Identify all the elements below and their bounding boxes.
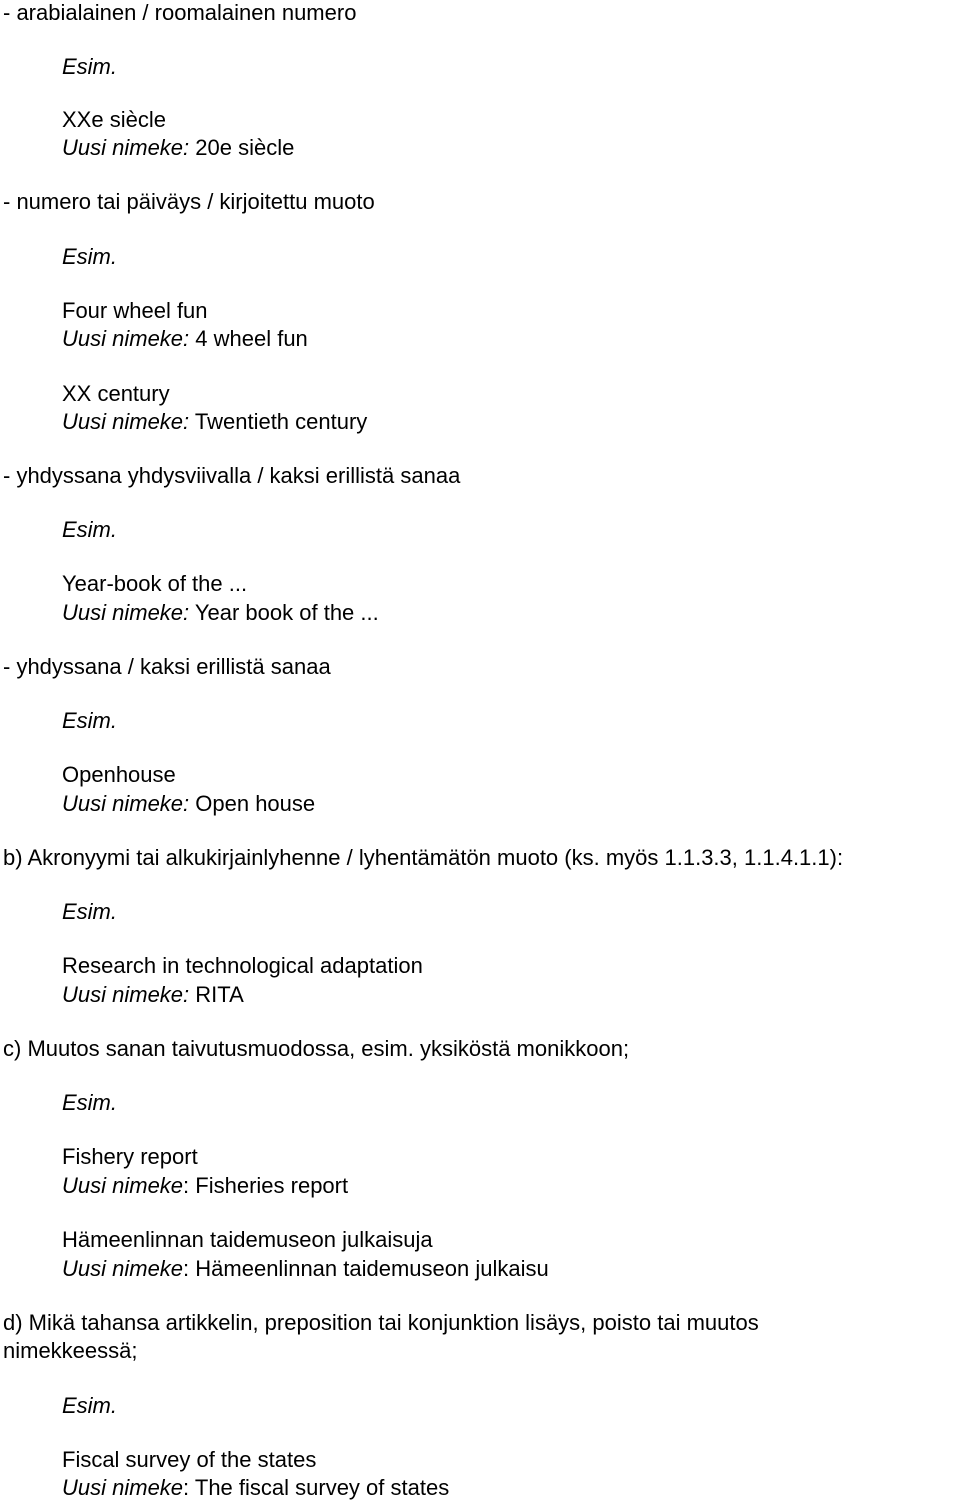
example-new-title [62, 981, 244, 1009]
section-heading-article-change-cont: nimekkeessä; [3, 1338, 138, 1363]
new-title-label: Uusi nimeke: [62, 135, 190, 160]
section-heading-acronym: b) Akronyymi tai alkukirjainlyhenne / lyhentämätön muoto (ks. myös 1.1.3.3, 1.1.4.1.1): [3, 845, 844, 870]
section-heading-compound: - yhdyssana / kaksi erillistä sanaa [3, 654, 331, 679]
new-title-value: Year book of the ... [189, 600, 379, 625]
new-title-label: Uusi nimeke: [62, 326, 190, 351]
esim-label: Esim. [62, 1090, 117, 1115]
esim-label: Esim. [62, 244, 117, 269]
section-heading-inflection: c) Muutos sanan taivutusmuodossa, esim. yksiköstä monikkoon; [3, 1036, 630, 1061]
new-title-value: : Hämeenlinnan taidemuseon julkaisu [183, 1256, 549, 1281]
new-title-label: Uusi nimeke [62, 1173, 184, 1198]
example-original-title: Hämeenlinnan taidemuseon julkaisuja [62, 1227, 433, 1252]
example-original-title: Fishery report [62, 1144, 198, 1169]
section-heading-number-written: - numero tai päiväys / kirjoitettu muoto [3, 189, 375, 214]
section-heading-hyphenated-compound: - yhdyssana yhdysviivalla / kaksi erillistä sanaa [3, 463, 461, 488]
new-title-value: 20e siècle [189, 135, 295, 160]
example-original-title: Openhouse [62, 762, 176, 787]
new-title-value: 4 wheel fun [189, 326, 308, 351]
esim-label: Esim. [62, 54, 117, 79]
new-title-label: Uusi nimeke [62, 1475, 184, 1500]
section-heading-article-change: d) Mikä tahansa artikkelin, preposition tai konjunktion lisäys, poisto tai muutos [3, 1310, 759, 1335]
example-original-title: Research in technological adaptation [62, 953, 423, 978]
new-title-label: Uusi nimeke: [62, 409, 190, 434]
new-title-label: Uusi nimeke: [62, 600, 190, 625]
example-new-title [62, 1172, 348, 1200]
example-new-title [62, 408, 367, 436]
new-title-value: Twentieth century [189, 409, 368, 434]
section-heading-arabic-roman: - arabialainen / roomalainen numero [3, 0, 357, 25]
new-title-value: : Fisheries report [183, 1173, 349, 1198]
example-new-title [62, 1474, 449, 1502]
esim-label: Esim. [62, 899, 117, 924]
new-title-label: Uusi nimeke: [62, 982, 190, 1007]
new-title-label: Uusi nimeke [62, 1256, 184, 1281]
new-title-value: : The fiscal survey of states [183, 1475, 450, 1500]
esim-label: Esim. [62, 708, 117, 733]
example-new-title [62, 599, 379, 627]
esim-label: Esim. [62, 517, 117, 542]
new-title-value: Open house [189, 791, 316, 816]
example-new-title [62, 1255, 549, 1283]
example-new-title [62, 325, 308, 353]
example-new-title [62, 134, 294, 162]
example-new-title [62, 790, 315, 818]
example-original-title: Year-book of the ... [62, 571, 248, 596]
new-title-label: Uusi nimeke: [62, 791, 190, 816]
example-original-title: XX century [62, 381, 170, 406]
esim-label: Esim. [62, 1393, 117, 1418]
example-original-title: Fiscal survey of the states [62, 1447, 317, 1472]
example-original-title: Four wheel fun [62, 298, 208, 323]
example-original-title: XXe siècle [62, 107, 166, 132]
new-title-value: RITA [189, 982, 244, 1007]
